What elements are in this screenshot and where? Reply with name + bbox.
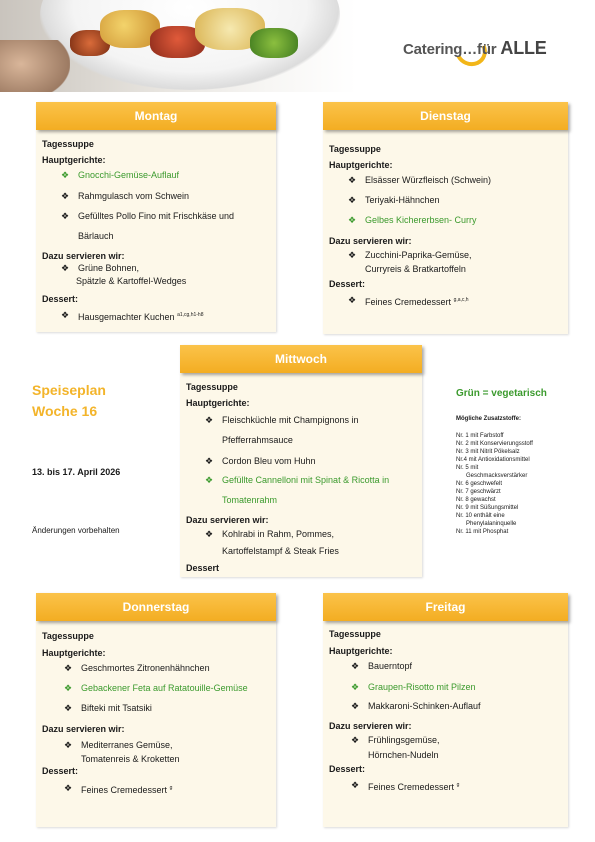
mains-label: Hauptgerichte: — [42, 155, 106, 165]
dessert-label: Dessert: — [42, 766, 79, 776]
soup-label: Tagessuppe — [42, 139, 94, 149]
menu-item: ❖ Cordon Bleu vom Huhn — [205, 451, 316, 471]
bullet-icon: ❖ — [351, 682, 360, 692]
header-banner — [0, 0, 595, 92]
catering-logo — [403, 34, 547, 62]
additive-item: Nr. 5 mit — [456, 465, 479, 471]
bullet-icon: ❖ — [348, 295, 357, 305]
food-image — [250, 28, 298, 58]
bullet-icon: ❖ — [205, 456, 214, 466]
bullet-icon: ❖ — [348, 175, 357, 185]
day-card-dienstag — [323, 130, 568, 334]
day-card-mittwoch — [180, 373, 422, 577]
date-range: 13. bis 17. April 2026 — [32, 467, 121, 477]
day-card-donnerstag — [36, 621, 276, 827]
menu-item-continued: Pfefferrahmsauce — [222, 435, 293, 445]
additive-item: Nr. 8 gewachst — [456, 497, 496, 503]
bullet-icon: ❖ — [348, 250, 357, 260]
dessert-label: Dessert: — [329, 279, 366, 289]
sides-item: ❖ Grüne Bohnen, Spätzle & Kartoffel-Wedges — [61, 263, 187, 286]
mains-label: Hauptgerichte: — [329, 160, 393, 170]
day-card-freitag — [323, 621, 568, 827]
dessert-item: ❖ Feines Cremedessert $^g$ — [64, 778, 172, 800]
bullet-icon: ❖ — [61, 170, 70, 180]
day-header-dienstag: Dienstag — [323, 102, 568, 130]
bullet-icon: ❖ — [351, 661, 360, 671]
additive-item: Nr. 11 mit Phosphat — [456, 529, 509, 535]
sides-item: ❖ Frühlingsgemüse, Hörnchen-Nudeln — [351, 735, 440, 760]
disclaimer-note: Änderungen vorbehalten — [32, 526, 120, 535]
bullet-icon: ❖ — [351, 701, 360, 711]
additive-item: Nr. 1 mit Farbstoff — [456, 433, 504, 439]
sides-item: ❖ Zucchini-Paprika-Gemüse, Curryreis & Bratkartoffeln — [348, 250, 472, 274]
menu-item: ❖ Bifteki mit Tsatsiki — [64, 698, 152, 718]
sides-label: Dazu servieren wir: — [329, 236, 412, 246]
bullet-icon: ❖ — [61, 211, 70, 221]
menu-item: ❖ Bauerntopf — [351, 656, 412, 676]
additive-item: Geschmacksverstärker — [466, 473, 528, 479]
day-header-montag: Montag — [36, 102, 276, 130]
hand-image — [0, 40, 70, 92]
menu-item: ❖ Fleischküchle mit Champignons in — [205, 410, 359, 430]
dessert-label: Dessert: — [42, 294, 79, 304]
bullet-icon: ❖ — [64, 740, 73, 750]
day-header-mittwoch: Mittwoch — [180, 345, 422, 373]
page-title: Speiseplan Woche 16 — [32, 382, 106, 419]
soup-label: Tagessuppe — [42, 631, 94, 641]
sides-label: Dazu servieren wir: — [329, 721, 412, 731]
additive-item: Phenylalaninquelle — [466, 521, 517, 527]
dessert-item: ❖ Feines Cremedessert $^g$ — [351, 775, 459, 797]
menu-item: ❖ Gebackener Feta auf Ratatouille-Gemüse — [64, 678, 248, 698]
bullet-icon: ❖ — [61, 263, 70, 273]
day-card-montag — [36, 130, 276, 332]
menu-item: ❖ Elsässer Würzfleisch (Schwein) — [348, 170, 491, 190]
menu-item: ❖ Teriyaki-Hähnchen — [348, 190, 440, 210]
bullet-icon: ❖ — [348, 195, 357, 205]
additives-title: Mögliche Zusatzstoffe: — [456, 416, 522, 422]
additive-item: Nr. 9 mit Süßungsmittel — [456, 505, 519, 511]
menu-item: ❖ Gefülltes Pollo Fino mit Frischkäse und — [61, 206, 234, 226]
mains-label: Hauptgerichte: — [42, 648, 106, 658]
mains-label: Hauptgerichte: — [186, 398, 250, 408]
day-header-donnerstag: Donnerstag — [36, 593, 276, 621]
bullet-icon: ❖ — [205, 415, 214, 425]
additive-item: Nr. 10 enthält eine — [456, 513, 505, 519]
bullet-icon: ❖ — [64, 703, 73, 713]
sides-item: ❖ Mediterranes Gemüse, Tomatenreis & Kroketten — [64, 740, 180, 764]
additive-item: Nr. 6 geschwefelt — [456, 481, 503, 487]
bullet-icon: ❖ — [351, 735, 360, 745]
bullet-icon: ❖ — [64, 683, 73, 693]
dessert-item: ❖ Feines Cremedessert $^{g,a,c,h}$ — [348, 290, 469, 312]
additive-item: Nr. 7 geschwärzt — [456, 489, 501, 495]
mains-label: Hauptgerichte: — [329, 646, 393, 656]
bullet-icon: ❖ — [348, 215, 357, 225]
bullet-icon: ❖ — [64, 783, 73, 793]
additives-list — [456, 415, 576, 536]
sides-label: Dazu servieren wir: — [42, 251, 125, 261]
soup-label: Tagessuppe — [329, 629, 381, 639]
bullet-icon: ❖ — [61, 191, 70, 201]
dessert-label: Dessert: — [329, 764, 366, 774]
bullet-icon: ❖ — [205, 529, 214, 539]
bullet-icon: ❖ — [64, 663, 73, 673]
menu-item: ❖ Gnocchi-Gemüse-Auflauf — [61, 165, 179, 185]
soup-label: Tagessuppe — [329, 144, 381, 154]
day-header-freitag: Freitag — [323, 593, 568, 621]
menu-item: ❖ Graupen-Risotto mit Pilzen — [351, 677, 476, 697]
sides-label: Dazu servieren wir: — [186, 515, 269, 525]
menu-item-continued: Bärlauch — [78, 231, 114, 241]
sides-label: Dazu servieren wir: — [42, 724, 125, 734]
bullet-icon: ❖ — [61, 310, 70, 320]
vegetarian-legend: Grün = vegetarisch — [456, 388, 547, 399]
bullet-icon: ❖ — [205, 475, 214, 485]
menu-item: ❖ Gefüllte Cannelloni mit Spinat & Ricotta in — [205, 470, 389, 490]
menu-item: ❖ Geschmortes Zitronenhähnchen — [64, 658, 210, 678]
menu-item: ❖ Rahmgulasch vom Schwein — [61, 186, 189, 206]
bullet-icon: ❖ — [351, 780, 360, 790]
additive-item: Nr.4 mit Antioxidationsmittel — [456, 457, 530, 463]
menu-item: ❖ Gelbes Kichererbsen- Curry — [348, 210, 477, 230]
additive-item: Nr. 2 mit Konservierungsstoff — [456, 441, 533, 447]
soup-label: Tagessuppe — [186, 382, 238, 392]
dessert-label: Dessert — [186, 563, 220, 573]
menu-item: ❖ Makkaroni-Schinken-Auflauf — [351, 696, 481, 716]
sides-item: ❖ Kohlrabi in Rahm, Pommes, Kartoffelstampf & Steak Fries — [205, 526, 339, 560]
additive-item: Nr. 3 mit Nitrit Pökelsalz — [456, 449, 520, 455]
logo-text: Catering…für ALLE — [403, 37, 547, 58]
dessert-item: ❖ Hausgemachter Kuchen $^{a1,cg,h1-h8}$ — [61, 305, 204, 327]
menu-item-continued: Tomatenrahm — [222, 495, 278, 505]
